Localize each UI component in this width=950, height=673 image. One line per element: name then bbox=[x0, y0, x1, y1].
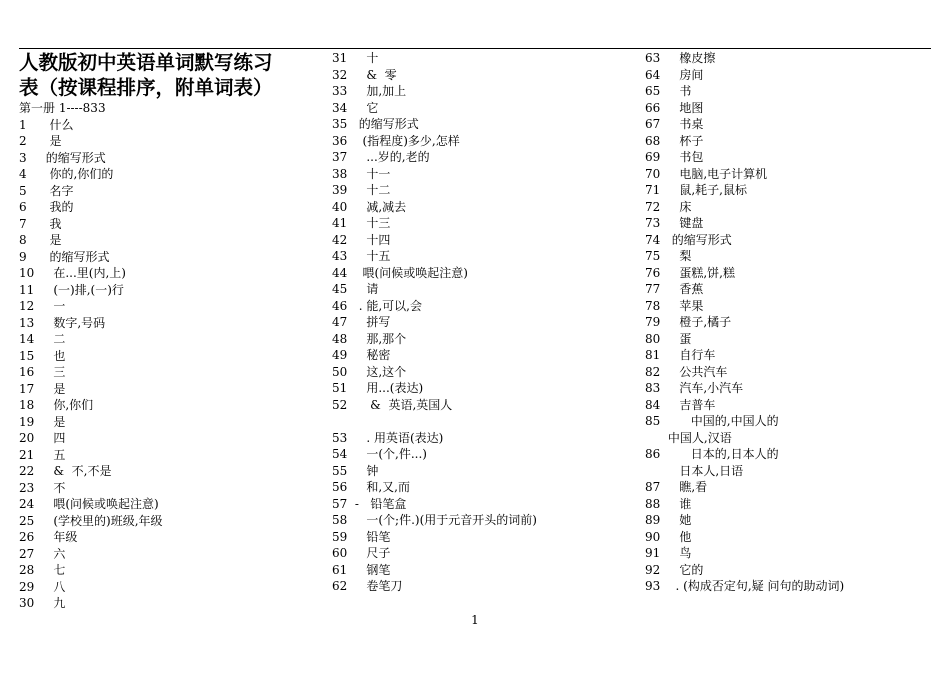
word-entry: 25 (学校里的)班级,年级 bbox=[19, 513, 163, 528]
word-entry: 82 公共汽车 bbox=[645, 364, 728, 379]
word-entry: 54 一(个,件...) bbox=[332, 447, 427, 461]
volume-subtitle: 第一册 1----833 bbox=[19, 101, 106, 115]
word-entry: 78 苹果 bbox=[645, 298, 704, 313]
word-entry: 72 床 bbox=[645, 199, 692, 214]
word-entry: 50 这,这个 bbox=[332, 364, 407, 379]
word-entry: 21 五 bbox=[19, 447, 66, 462]
word-list-1 bbox=[19, 117, 319, 612]
word-entry: 13 数字,号码 bbox=[19, 315, 106, 330]
word-entry: 57 - 铅笔盒 bbox=[332, 496, 407, 511]
word-entry: 27 六 bbox=[19, 546, 66, 561]
word-entry: 44 喂(问候或唤起注意) bbox=[332, 265, 468, 280]
word-entry: 92 它的 bbox=[645, 562, 704, 577]
word-entry: 59 铅笔 bbox=[332, 529, 391, 544]
word-entry: 65 书 bbox=[645, 84, 692, 98]
page-title-line-2: 表（按课程排序，附单词表） bbox=[19, 76, 273, 99]
word-entry: 26 年级 bbox=[19, 530, 78, 544]
top-rule bbox=[19, 48, 931, 49]
word-entry: 42 十四 bbox=[332, 232, 391, 247]
word-entry: 87 瞧,看 bbox=[645, 480, 708, 494]
word-entry: 68 杯子 bbox=[645, 133, 704, 148]
word-entry: 31 十 bbox=[332, 51, 379, 65]
word-entry: 84 吉普车 bbox=[645, 397, 716, 412]
word-entry: 10 在...里(内,上) bbox=[19, 266, 126, 280]
column-2 bbox=[332, 50, 632, 595]
word-entry: 61 钢笔 bbox=[332, 562, 391, 577]
word-entry: 62 卷笔刀 bbox=[332, 579, 403, 593]
word-entry: 15 也 bbox=[19, 348, 66, 363]
word-entry: 46 . 能,可以,会 bbox=[332, 298, 422, 313]
word-entry: 75 梨 bbox=[645, 249, 692, 263]
word-entry: 55 钟 bbox=[332, 463, 379, 478]
word-entry: 8 是 bbox=[19, 233, 62, 247]
word-entry: 48 那,那个 bbox=[332, 331, 407, 346]
word-entry: 20 四 bbox=[19, 431, 66, 445]
word-entry: 58 一(个;件.)(用于元音开头的词前) bbox=[332, 513, 537, 527]
word-entry: 40 减,减去 bbox=[332, 199, 407, 214]
word-entry: 80 蛋 bbox=[645, 331, 692, 346]
word-entry: 24 喂(问候或唤起注意) bbox=[19, 497, 159, 511]
word-entry: 18 你,你们 bbox=[19, 398, 94, 412]
page-title-line-1: 人教版初中英语单词默写练习 bbox=[19, 51, 273, 74]
word-entry: 90 他 bbox=[645, 529, 692, 544]
word-entry: 日本人,日语 bbox=[645, 463, 744, 478]
word-entry: 79 橙子,橘子 bbox=[645, 315, 732, 329]
word-entry: 4 你的,你们的 bbox=[19, 167, 114, 181]
word-entry: 74 的缩写形式 bbox=[645, 232, 732, 247]
word-entry: 69 书包 bbox=[645, 150, 704, 164]
word-entry: 34 它 bbox=[332, 100, 379, 115]
word-entry: 47 拼写 bbox=[332, 315, 391, 329]
word-list-2 bbox=[332, 50, 632, 595]
word-entry: 16 三 bbox=[19, 365, 66, 379]
word-entry: 89 她 bbox=[645, 513, 692, 527]
word-entry: 12 一 bbox=[19, 299, 66, 313]
word-list-3 bbox=[645, 50, 945, 595]
word-entry: 2 是 bbox=[19, 134, 62, 148]
word-entry: 66 地图 bbox=[645, 100, 704, 115]
word-entry: 49 秘密 bbox=[332, 348, 391, 362]
word-entry: 51 用...(表达) bbox=[332, 381, 424, 395]
word-entry: 93 . (构成否定句,疑 问句的助动词) bbox=[645, 579, 845, 593]
word-entry: 中国人,汉语 bbox=[645, 430, 732, 445]
word-entry: 77 香蕉 bbox=[645, 282, 704, 296]
column-1 bbox=[19, 50, 319, 612]
word-entry: 22 & 不,不是 bbox=[19, 464, 112, 478]
word-entry: 86 日本的,日本人的 bbox=[645, 447, 779, 461]
word-entry: 30 九 bbox=[19, 596, 66, 610]
word-entry: 32 & 零 bbox=[332, 67, 397, 82]
word-entry: 6 我的 bbox=[19, 200, 74, 214]
word-entry: 19 是 bbox=[19, 414, 66, 429]
word-entry: 53 . 用英语(表达) bbox=[332, 430, 444, 445]
word-entry: 56 和,又,而 bbox=[332, 480, 410, 494]
word-entry: 70 电脑,电子计算机 bbox=[645, 166, 768, 181]
word-entry: 28 七 bbox=[19, 563, 66, 577]
word-entry: 43 十五 bbox=[332, 249, 391, 263]
word-entry: 1 什么 bbox=[19, 117, 74, 132]
word-entry: 45 请 bbox=[332, 282, 379, 296]
word-entry: 63 橡皮擦 bbox=[645, 51, 716, 65]
column-3 bbox=[645, 50, 945, 595]
page-number: 1 bbox=[471, 613, 479, 627]
word-entry: 41 十三 bbox=[332, 216, 391, 230]
word-entry: 5 名字 bbox=[19, 183, 74, 198]
word-entry: 76 蛋糕,饼,糕 bbox=[645, 265, 735, 280]
word-entry: 52 & 英语,英国人 bbox=[332, 397, 453, 412]
word-entry: 36 (指程度)多少,怎样 bbox=[332, 133, 460, 148]
word-entry: 83 汽车,小汽车 bbox=[645, 381, 744, 395]
word-entry: 64 房间 bbox=[645, 67, 704, 82]
word-entry: 7 我 bbox=[19, 216, 62, 231]
word-entry: 11 (一)排,(一)行 bbox=[19, 282, 124, 297]
word-entry: 33 加,加上 bbox=[332, 84, 407, 98]
word-entry: 71 鼠,耗子,鼠标 bbox=[645, 183, 747, 197]
word-entry: 38 十一 bbox=[332, 166, 391, 181]
word-entry: 67 书桌 bbox=[645, 117, 704, 131]
word-entry: 81 自行车 bbox=[645, 348, 716, 362]
word-entry: 9 的缩写形式 bbox=[19, 249, 110, 264]
word-entry: 29 八 bbox=[19, 579, 66, 594]
word-entry: 23 不 bbox=[19, 480, 66, 495]
word-entry: 39 十二 bbox=[332, 183, 391, 197]
word-entry: 17 是 bbox=[19, 381, 66, 396]
word-entry: 37 ...岁的,老的 bbox=[332, 150, 430, 164]
word-entry: 14 二 bbox=[19, 332, 66, 346]
word-entry: 91 鸟 bbox=[645, 546, 692, 560]
word-entry: 60 尺子 bbox=[332, 546, 391, 560]
word-entry: 85 中国的,中国人的 bbox=[645, 414, 779, 428]
word-entry: 88 谁 bbox=[645, 496, 692, 511]
word-entry: 73 键盘 bbox=[645, 216, 704, 230]
word-entry: 3 的缩写形式 bbox=[19, 150, 106, 165]
word-entry: 35 的缩写形式 bbox=[332, 117, 419, 131]
